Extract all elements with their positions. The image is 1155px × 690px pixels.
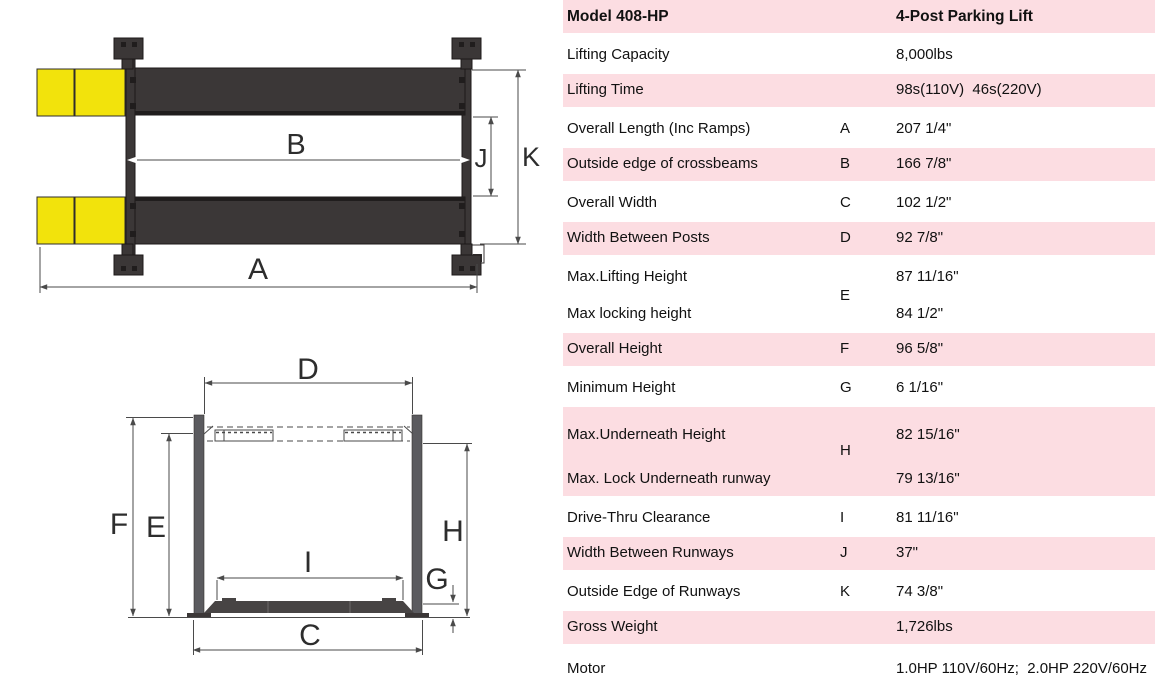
spec-letter: I (840, 509, 845, 527)
spec-value: 96 5/8" (896, 340, 944, 358)
table-row (563, 37, 1155, 74)
table-row (563, 185, 1155, 222)
lift-drawings (0, 0, 560, 690)
spec-letter: G (840, 379, 852, 397)
spec-value: 84 1/2" (896, 305, 944, 323)
spec-value: 37" (896, 544, 919, 562)
dim-label-A: A (247, 253, 269, 286)
spec-label: Motor (567, 659, 606, 677)
spec-letter: K (840, 583, 851, 601)
table-row (563, 500, 1155, 537)
spec-label: Max.Underneath Height (567, 425, 726, 443)
spec-letter: A (840, 120, 851, 138)
table-row (563, 648, 1155, 690)
dim-label-G: G (425, 563, 449, 596)
table-row (563, 333, 1155, 370)
dim-C (193, 619, 423, 655)
spec-value: 1.0HP 110V/60Hz; 2.0HP 220V/60Hz (896, 659, 1147, 677)
spec-value: 87 11/16" (896, 268, 959, 286)
top-view-diagram (37, 38, 540, 293)
spec-label: Width Between Runways (567, 544, 734, 562)
spec-value: 74 3/8" (896, 583, 944, 601)
table-row (563, 111, 1155, 148)
post-top-left (114, 38, 143, 69)
crossbeam-left (126, 56, 135, 258)
post-bottom-left (114, 244, 143, 275)
table-row (563, 222, 1155, 259)
ramp-bottom-left (37, 197, 125, 244)
spec-label: Outside edge of crossbeams (567, 155, 758, 173)
spec-label: Width Between Posts (567, 229, 710, 247)
runway-bottom (130, 197, 465, 244)
spec-value: 207 1/4" (896, 120, 952, 138)
spec-letter: C (840, 194, 851, 212)
dim-label-J: J (474, 143, 488, 173)
dim-I (217, 546, 403, 600)
spec-value: 102 1/2" (896, 194, 952, 212)
dim-E (146, 434, 193, 617)
spec-value: 92 7/8" (896, 229, 944, 247)
table-row (563, 537, 1155, 574)
dim-label-B: B (286, 129, 306, 161)
spec-value: 79 13/16" (896, 470, 960, 488)
dim-label-H: H (442, 515, 464, 548)
table-row (563, 574, 1155, 611)
table-row (563, 370, 1155, 407)
dim-label-D: D (297, 353, 319, 386)
spec-value: 8,000lbs (896, 46, 953, 64)
spec-label: Max. Lock Underneath runway (567, 470, 771, 488)
front-post-right (412, 415, 422, 617)
dim-G (423, 563, 459, 633)
spec-letter: B (840, 155, 851, 173)
table-header-row (563, 0, 1155, 37)
model-title: Model 408-HP (567, 7, 669, 25)
spec-letter: D (840, 229, 851, 247)
front-view-diagram (110, 353, 472, 655)
spec-letter: F (840, 340, 850, 358)
spec-label: Overall Width (567, 194, 658, 212)
post-top-right (452, 38, 481, 69)
spec-table (563, 0, 1155, 690)
post-bottom-right (452, 244, 484, 275)
front-post-left (194, 415, 204, 617)
table-row (563, 74, 1155, 111)
spec-label: Outside Edge of Runways (567, 583, 741, 601)
spec-label: Minimum Height (567, 379, 676, 397)
spec-label: Drive-Thru Clearance (567, 509, 711, 527)
spec-value: 81 11/16" (896, 509, 959, 527)
spec-value: 166 7/8" (896, 155, 952, 173)
spec-letter: J (840, 544, 848, 562)
runway-top (130, 68, 465, 115)
dim-label-F: F (109, 508, 129, 541)
spec-label: Gross Weight (567, 618, 658, 636)
dim-label-E: E (145, 511, 167, 544)
ramp-top-left (37, 69, 125, 116)
dim-label-I: I (303, 546, 313, 579)
dim-D (205, 353, 413, 414)
spec-label: Max.Lifting Height (567, 268, 688, 286)
spec-label: Lifting Capacity (567, 46, 670, 64)
spec-label: Overall Height (567, 340, 663, 358)
table-row-merged-E (563, 259, 1155, 333)
product-type-title: 4-Post Parking Lift (896, 7, 1033, 25)
spec-label: Max locking height (567, 305, 692, 323)
dim-label-C: C (299, 619, 321, 652)
dim-B (127, 129, 470, 164)
spec-value: 82 15/16" (896, 425, 960, 443)
spec-letter: H (840, 442, 851, 460)
spec-label: Lifting Time (567, 81, 644, 99)
spec-value: 98s(110V) 46s(220V) (896, 81, 1042, 99)
spec-value: 1,726lbs (896, 618, 953, 636)
table-row-merged-H (563, 407, 1155, 500)
dim-label-K: K (522, 142, 541, 172)
runway-lowered (204, 598, 414, 613)
dim-A (40, 247, 477, 293)
spec-letter: E (840, 286, 851, 304)
spec-value: 6 1/16" (896, 379, 944, 397)
runway-raised (204, 426, 413, 441)
table-row (563, 611, 1155, 648)
spec-label: Overall Length (Inc Ramps) (567, 120, 751, 138)
table-row (563, 148, 1155, 185)
dim-J (473, 117, 498, 196)
